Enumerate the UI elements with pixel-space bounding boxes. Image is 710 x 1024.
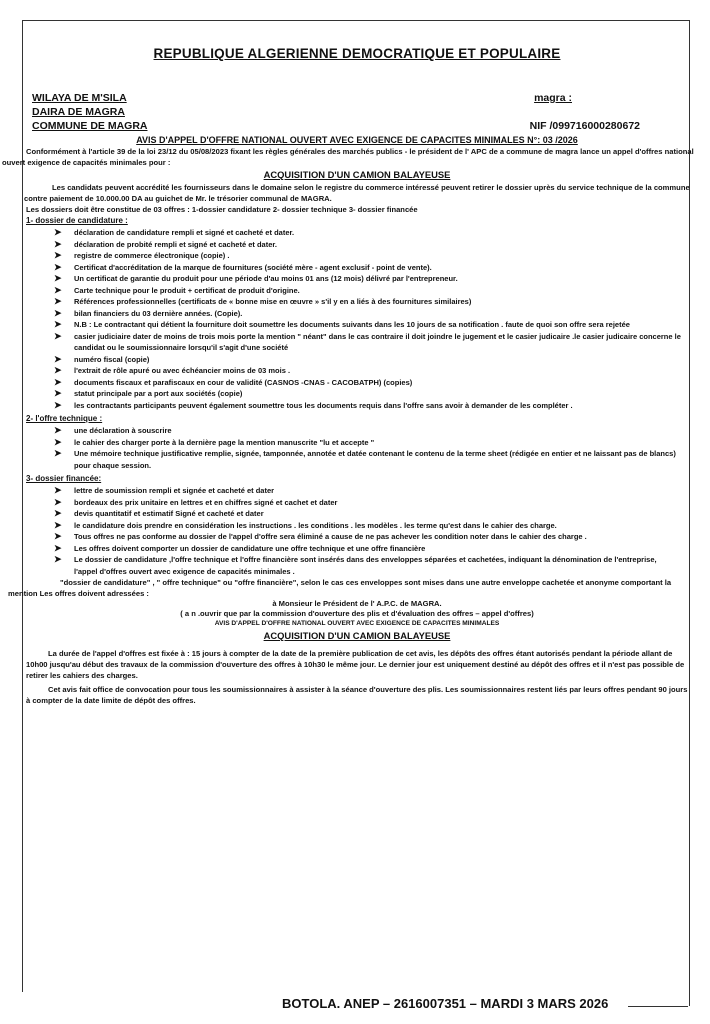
header-row-3 (32, 119, 682, 133)
arrow-bullet-icon: ➤ (54, 353, 62, 364)
arrow-bullet-icon: ➤ (54, 436, 62, 447)
list-item: ➤ le candidature dois prendre en considération les instructions . les conditions . les modèles . les terme qu'est dans le cahier des charge. (54, 519, 557, 530)
address-line: à Monsieur le Président de l' A.P.C. de MAGRA. (272, 599, 442, 608)
list-item: ➤ déclaration de probité rempli et signé et cacheté et dater. (54, 238, 277, 249)
list-item: ➤ N.B : Le contractant qui détient la fourniture doit soumettre les documents suivants dans les 10 jours de sa notification . faute de quoi son offre sera rejetée (54, 319, 630, 329)
list-item: ➤ registre de commerce électronique (copie) . (54, 250, 230, 260)
subject-heading: ACQUISITION D'UN CAMION BALAYEUSE (263, 169, 451, 180)
list-item: ➤ Certificat d'accréditation de la marque de fournitures (société mère - agent exclusif - point de vente). (54, 261, 432, 272)
arrow-bullet-icon: ➤ (54, 227, 62, 237)
list-item: ➤ numéro fiscal (copie) (54, 353, 150, 364)
list-item: ➤ Les offres doivent comporter un dossier de candidature une offre technique et une offre financière (54, 542, 426, 553)
list-item: ➤ bilan financiers du 03 dernière années. (Copie). (54, 307, 243, 318)
retrieval-paragraph: Les candidats peuvent accrédité les fournisseurs dans le domaine selon le registre du commerce intéressé peuvent retirer le dossier uprès du service technique de la commune contre paiement de 10.000.00 DA au guichet de Mr. le trésorier communal de MAGRA. (24, 183, 690, 203)
arrow-bullet-icon: ➤ (54, 296, 62, 306)
avis-title: AVIS D'APPEL D'OFFRE NATIONAL OUVERT AVEC EXIGENCE DE CAPACITES MINIMALES N°: 03 /2026 (136, 135, 578, 145)
arrow-bullet-icon: ➤ (54, 238, 62, 249)
arrow-bullet-icon: ➤ (54, 250, 62, 260)
convocation-paragraph: Cet avis fait office de convocation pour tous les soumissionnaires à assister à la séance d'ouverture des plis. Les soumissionnaires restent liés par leurs offres pendant 90 jours à compter de la date limite de dépôt des offres. (26, 685, 688, 705)
technical-list (32, 425, 682, 471)
daira-label: DAIRA DE MAGRA (32, 106, 125, 118)
arrow-bullet-icon: ➤ (54, 261, 62, 272)
header-row-2 (32, 105, 682, 119)
section-candidature-title: 1- dossier de candidature : (26, 216, 128, 225)
arrow-bullet-icon: ➤ (54, 542, 62, 553)
section-technical-title: 2- l'offre technique : (26, 414, 103, 423)
list-item: ➤ Références professionnelles (certificats de « bonne mise en œuvre » s'il y en a liés à des fournitures similaires) (54, 296, 472, 306)
list-item: ➤ une déclaration à souscrire (54, 425, 172, 435)
list-item: ➤ l'extrait de rôle apuré ou avec échéancier moins de 03 mois . (54, 365, 291, 375)
arrow-bullet-icon: ➤ (54, 319, 62, 329)
nif-label: NIF /099716000280672 (529, 120, 640, 132)
right-border (689, 20, 690, 1006)
list-item: ➤ Tous offres ne pas conforme au dossier de l'appel d'offre sera éliminé a cause de ne pas achever les condition noter dans le cahier des charge . (54, 531, 587, 541)
arrow-bullet-icon: ➤ (54, 496, 62, 507)
place-label: magra : (534, 92, 572, 104)
duration-paragraph: La durée de l'appel d'offres est fixée à : 15 jours à compter de la date de la première publication de cet avis, les dépôts des offres étant autorisés pendant la période allant de 10h00 jusqu'au début des travaux de la commission d'ouverture des offres à 10h30 le même jour. Le dernier jour est uniquement destiné au dépôt des offres et il n'est pas possible de retirer les cahiers des charges. (26, 649, 685, 680)
envelope-paragraph: "dossier de candidature" , " offre technique" ou "offre financière", selon le cas ces enveloppes sont mises dans une autre enveloppe cachetée et anonyme comportant la mention Les offres doivent adressées : (8, 578, 672, 598)
arrow-bullet-icon: ➤ (54, 554, 62, 564)
page-title: REPUBLIQUE ALGERIENNE DEMOCRATIQUE ET POPULAIRE (153, 46, 561, 61)
intro-paragraph: Conformément à l'article 39 de la loi 23/12 du 05/08/2023 fixant les règles générales des marchés publics - le président de l' APC de a commune de magra lance un appel d'offres national ouvert exigence de capacités minimales pour : (2, 147, 694, 167)
list-item: ➤ Le dossier de candidature ,l'offre technique et l'offre financière sont insérés dans des enveloppes séparées et cachetées, indiquant la dénomination de l'entreprise, l'appel d'offres ouvert avec exigence de capacités minimales . (54, 554, 657, 576)
arrow-bullet-icon: ➤ (54, 273, 62, 283)
arrow-bullet-icon: ➤ (54, 376, 62, 387)
subject-repeat: ACQUISITION D'UN CAMION BALAYEUSE (263, 630, 451, 641)
commune-label: COMMUNE DE MAGRA (32, 120, 148, 132)
list-item: ➤ lettre de soumission rempli et signée et cacheté et dater (54, 485, 275, 495)
arrow-bullet-icon: ➤ (54, 330, 62, 341)
list-item: ➤ Une mémoire technique justificative remplie, signée, tamponnée, annotée et datée contenant le contenu de la terme sheet (rédigée en entier et ne laissant pas de blancs) pour chaque session. (54, 448, 676, 470)
avis-repeat: AVIS D'APPEL D'OFFRE NATIONAL OUVERT AVEC EXIGENCE DE CAPACITES MINIMALES (214, 620, 500, 627)
arrow-bullet-icon: ➤ (54, 448, 62, 458)
arrow-bullet-icon: ➤ (54, 307, 62, 318)
arrow-bullet-icon: ➤ (54, 388, 62, 398)
header-row-1 (32, 91, 682, 105)
arrow-bullet-icon: ➤ (54, 399, 62, 410)
list-item: ➤ statut principale par a port aux sociétés (copie) (54, 388, 243, 398)
section-financial-title: 3- dossier financée: (26, 474, 102, 483)
arrow-bullet-icon: ➤ (54, 425, 62, 435)
arrow-bullet-icon: ➤ (54, 531, 62, 541)
publication-footer: BOTOLA. ANEP – 2616007351 – MARDI 3 MARS 2026 (282, 996, 609, 1011)
commission-line: ( a n .ouvrir que par la commission d'ouverture des plis et d'évaluation des offres – appel d'offres) (180, 609, 534, 618)
list-item: ➤ documents fiscaux et parafiscaux en cour de validité (CASNOS -CNAS - CACOBATPH) (copies) (54, 376, 413, 387)
arrow-bullet-icon: ➤ (54, 485, 62, 495)
list-item: ➤ déclaration de candidature rempli et signé et cacheté et dater. (54, 227, 295, 237)
list-item: ➤ Un certificat de garantie du produit pour une période d'au moins 01 ans (12 mois) délivré par l'entrepreneur. (54, 273, 458, 283)
footer-rule (628, 1006, 688, 1007)
financial-list (32, 485, 682, 577)
list-item: ➤ bordeaux des prix unitaire en lettres et en chiffres signé et cachet et dater (54, 496, 338, 507)
list-item: ➤ le cahier des charger porte à la dernière page la mention manuscrite "lu et accepte " (54, 436, 375, 447)
arrow-bullet-icon: ➤ (54, 519, 62, 530)
list-item: ➤ casier judiciaire dater de moins de trois mois porte la mention " néant" dans le cas contraire il doit joindre le jugement et le casier judicaire .le casier judicaire concerne le candidat ou le soumissionnaire lorsqu'il s'agit d'une société (54, 330, 681, 352)
arrow-bullet-icon: ➤ (54, 508, 62, 518)
arrow-bullet-icon: ➤ (54, 365, 62, 375)
wilaya-label: WILAYA DE M'SILA (32, 92, 127, 104)
list-item: ➤ devis quantitatif et estimatif Signé et cacheté et dater (54, 508, 264, 518)
list-item: ➤ Carte technique pour le produit + certificat de produit d'origine. (54, 284, 300, 295)
candidature-list (32, 227, 682, 411)
notice-document (2, 46, 694, 706)
offers-paragraph: Les dossiers doit être constitue de 03 offres : 1-dossier candidature 2- dossier technique 3- dossier financée (26, 205, 418, 214)
arrow-bullet-icon: ➤ (54, 284, 62, 295)
list-item: ➤ les contractants participants peuvent également soumettre tous les documents requis dans l'offre sans avoir à demander de les compléter . (54, 399, 573, 410)
